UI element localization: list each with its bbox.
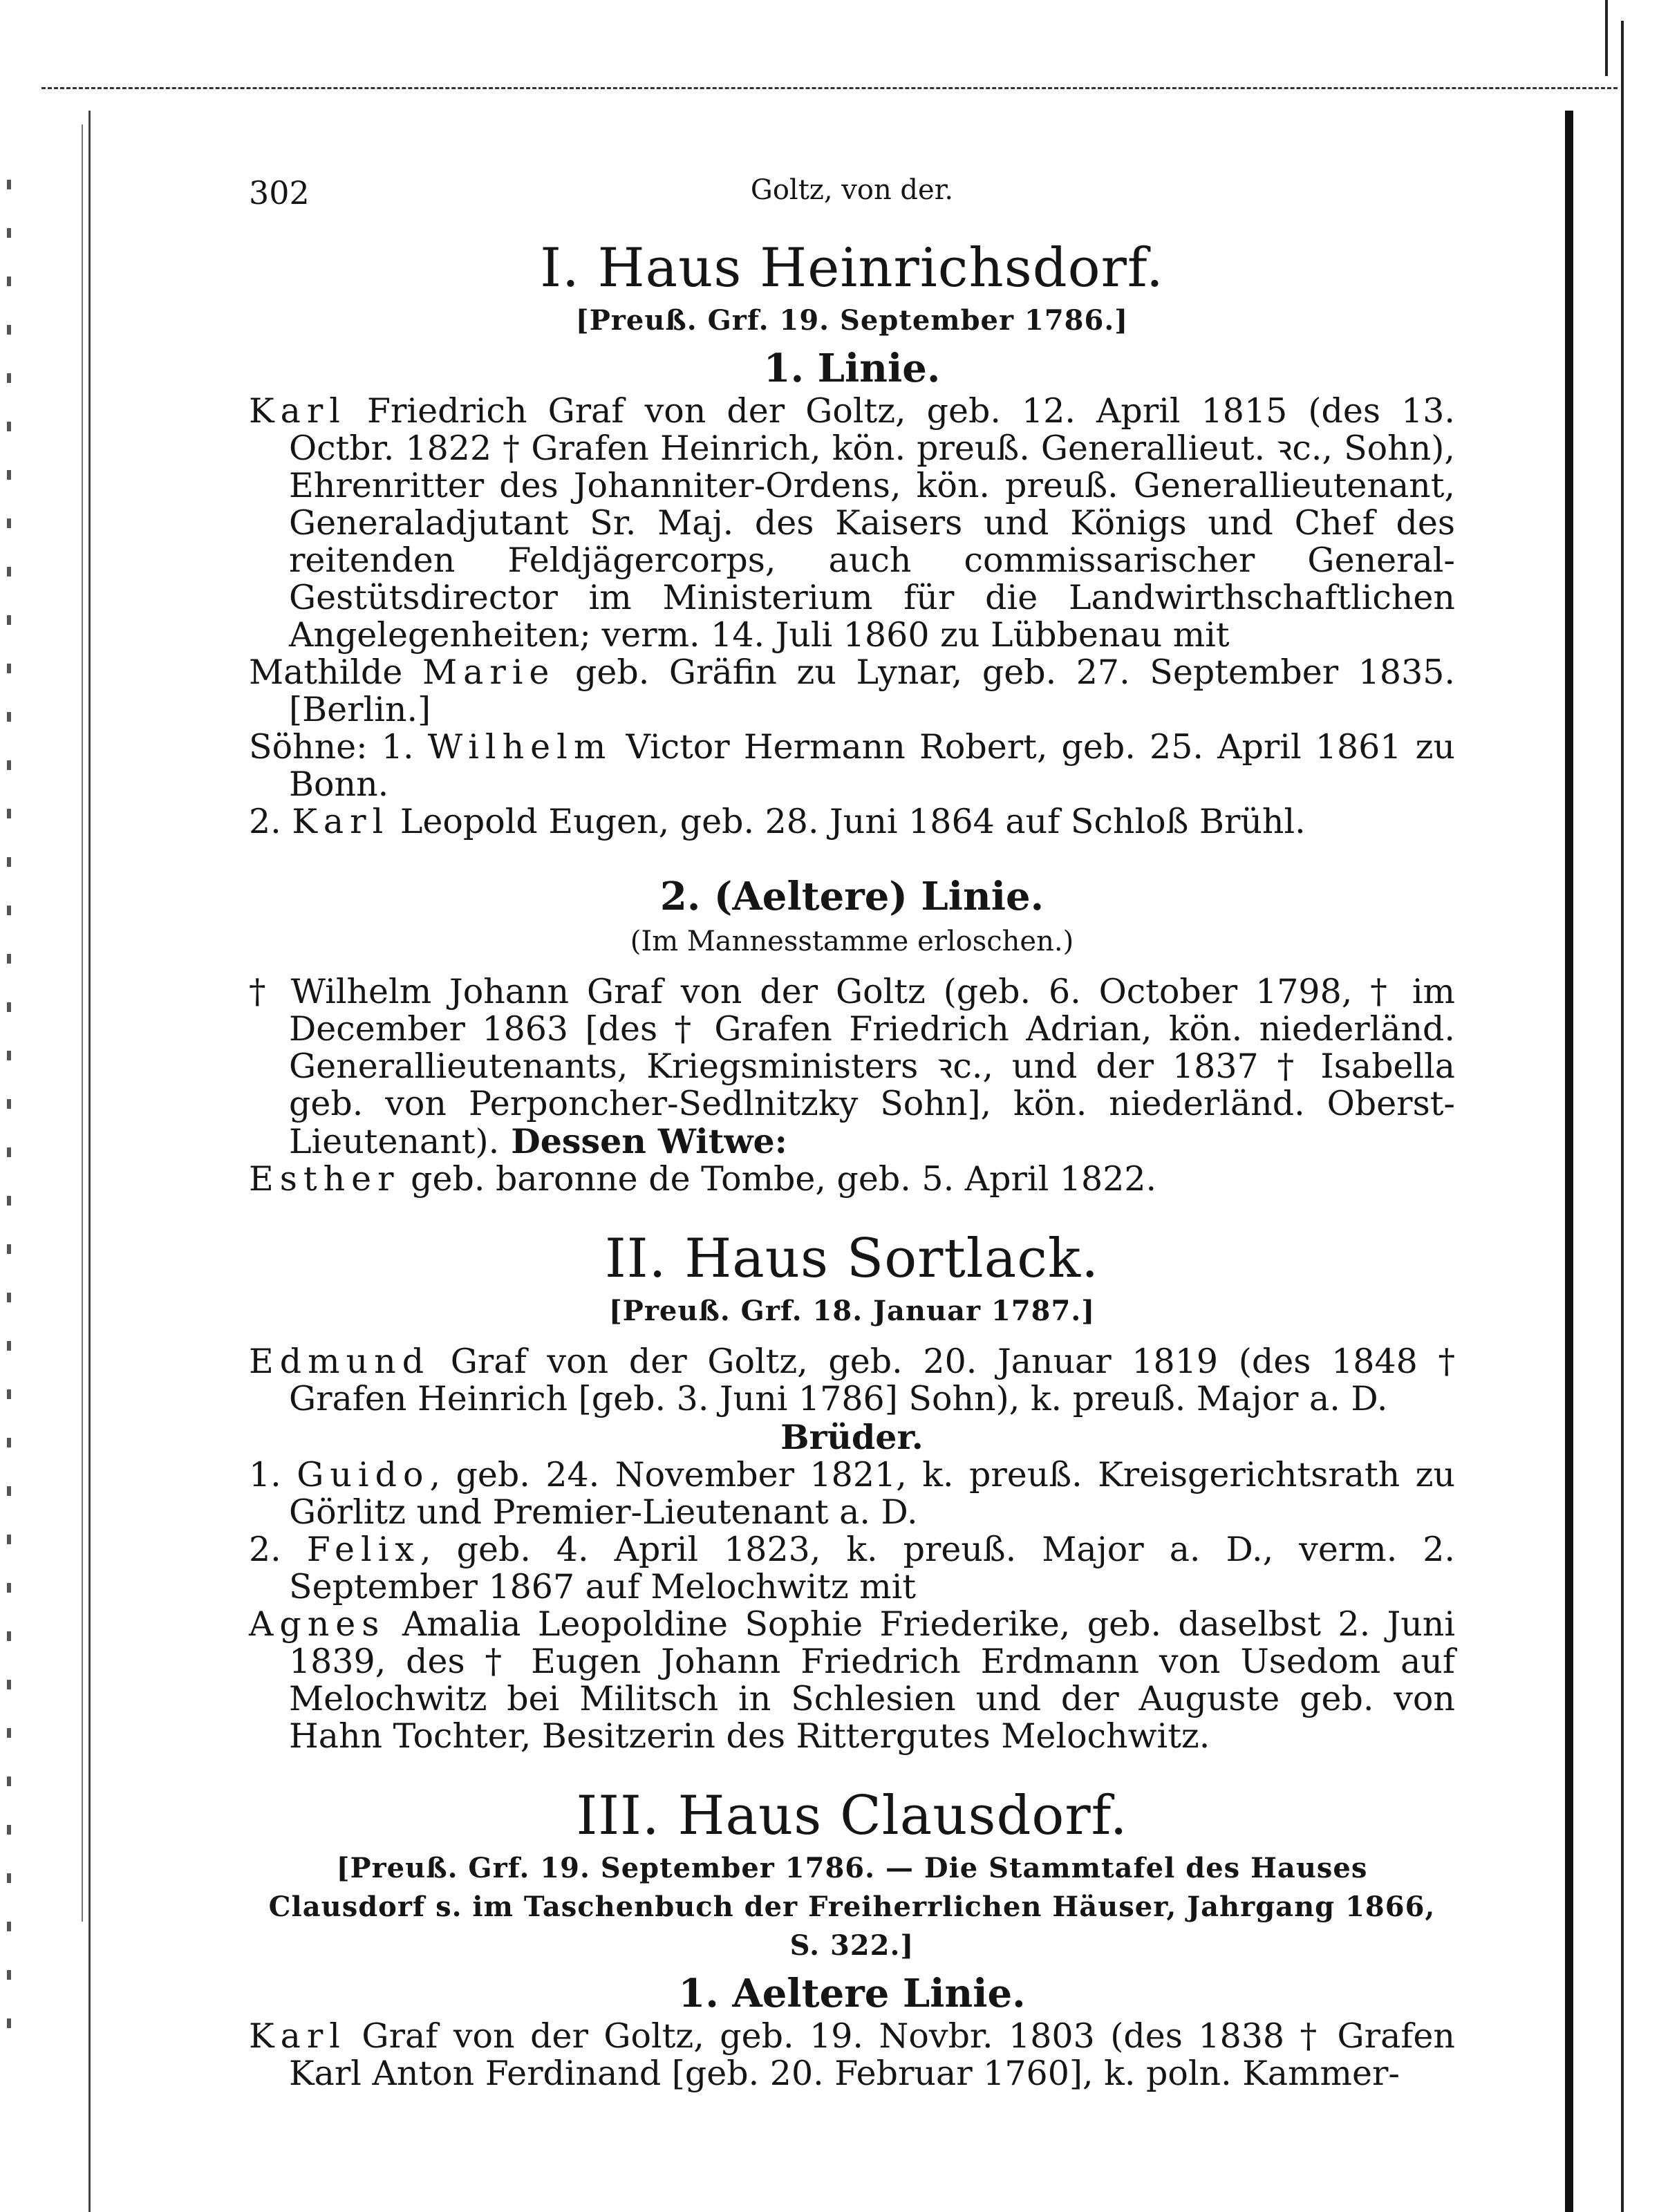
scan-edge-right-outer xyxy=(1605,0,1608,76)
scan-edge-top xyxy=(41,87,1618,89)
house1-line2-subtitle: (Im Mannesstamme erloschen.) xyxy=(630,926,1074,957)
person-name: Karl xyxy=(249,2016,346,2056)
entry-felix xyxy=(249,1531,1455,1606)
house3-bracket: [Preuß. Grf. 19. September 1786. — Die Stammtafel des Hauses Clausdorf s. im Taschenbuch der Freiherrlichen Häuser, Jahrgang 1866, S. 322.] xyxy=(268,1852,1436,1962)
person-name: Marie xyxy=(422,653,556,692)
house1-line2-title: 2. (Aeltere) Linie. xyxy=(659,874,1044,919)
entry-text: † Wilhelm Johann Graf von der Goltz (geb. 6. October 1798, † im December 1863 [des † Grafen Friedrich Adrian, kön. niederländ. Generallieutenants, Kriegsministers ꝛc., und der 1837 † Isabella geb. von Perponcher-Sedlnitzky Sohn], kön. niederländ. Oberst-Lieutenant). xyxy=(249,972,1455,1161)
entry-son-karl xyxy=(249,803,1455,841)
entry-text: Graf von der Goltz, geb. 19. Novbr. 1803 (des 1838 † Grafen Karl Anton Ferdinand [geb. 20. Februar 1760], k. poln. Kammer- xyxy=(289,2016,1455,2093)
person-name: Karl xyxy=(249,391,346,431)
entry-number: 2. xyxy=(249,802,292,841)
entry-text: Graf von der Goltz, geb. 20. Januar 1819 (des 1848 † Grafen Heinrich [geb. 3. Juni 1786] Sohn), k. preuß. Major a. D. xyxy=(289,1342,1455,1418)
house1-line1-title: 1. Linie. xyxy=(763,346,941,391)
house1-bracket: [Preuß. Grf. 19. September 1786.] xyxy=(575,304,1129,337)
entry-number: 1. xyxy=(249,1455,297,1494)
scan-edge-left xyxy=(88,111,91,2212)
entry-text: Leopold Eugen, geb. 28. Juni 1864 auf Schloß Brühl. xyxy=(389,802,1306,841)
scan-noise-left xyxy=(7,180,11,2046)
entry-agnes xyxy=(249,1606,1455,1755)
person-name: Edmund xyxy=(249,1342,431,1381)
entry-son-wilhelm xyxy=(249,729,1455,803)
entry-text: Friedrich Graf von der Goltz, geb. 12. April 1815 (des 13. Octbr. 1822 † Grafen Heinrich, kön. preuß. Generallieut. ꝛc., Sohn), Ehrenritter des Johanniter-Ordens, kön. preuß. Generallieutenant, Generaladjutant Sr. Maj. des Kaisers und Königs und Chef des reitenden Feldjägercorps, auch commissarischer General-Gestütsdirector im Ministerium für die Landwirthschaftlichen Angelegenheiten; verm. 14. Juli 1860 zu Lübbenau mit xyxy=(289,391,1455,655)
entry-number: 2. xyxy=(249,1530,307,1569)
entry-text: , geb. 24. November 1821, k. preuß. Kreisgerichtsrath zu Görlitz und Premier-Lieutenant a. D. xyxy=(289,1455,1456,1532)
person-name: Agnes xyxy=(249,1604,386,1644)
entry-esther xyxy=(249,1161,1455,1198)
house3-title: III. Haus Clausdorf. xyxy=(576,1785,1128,1847)
page-number: 302 xyxy=(249,174,310,212)
page-header xyxy=(249,159,1455,212)
widow-label: Dessen Witwe: xyxy=(499,1121,787,1161)
person-name: Esther xyxy=(249,1159,400,1199)
scan-edge-left-inner xyxy=(82,124,83,1922)
running-title: Goltz, von der. xyxy=(750,174,954,206)
entry-text: Victor Hermann Robert, geb. 25. April 1861 zu Bonn. xyxy=(289,727,1455,804)
entry-mathilde xyxy=(249,654,1455,729)
entry-guido xyxy=(249,1456,1455,1531)
entry-karl-graf xyxy=(249,2018,1455,2092)
entry-karl-friedrich xyxy=(249,393,1455,654)
house2-title: II. Haus Sortlack. xyxy=(604,1228,1099,1290)
sons-label: Söhne: 1. xyxy=(249,727,428,767)
book-page xyxy=(249,159,1455,2092)
brothers-heading: Brüder. xyxy=(780,1417,924,1457)
entry-text: , geb. 4. April 1823, k. preuß. Major a. D., verm. 2. September 1867 auf Melochwitz mit xyxy=(289,1530,1456,1606)
person-name: Wilhelm xyxy=(427,727,612,767)
scan-edge-right xyxy=(1621,21,1624,2212)
entry-text: Mathilde xyxy=(249,653,422,692)
entry-wilhelm-johann xyxy=(249,973,1455,1161)
house2-bracket: [Preuß. Grf. 18. Januar 1787.] xyxy=(608,1295,1096,1327)
house3-line1-title: 1. Aeltere Linie. xyxy=(678,1971,1026,2016)
entry-text: geb. Gräfin zu Lynar, geb. 27. September 1835. [Berlin.] xyxy=(289,653,1455,729)
person-name: Guido xyxy=(297,1455,430,1494)
house1-title: I. Haus Heinrichsdorf. xyxy=(540,237,1164,299)
person-name: Felix xyxy=(306,1530,421,1569)
entry-text: geb. baronne de Tombe, geb. 5. April 1822. xyxy=(400,1159,1157,1199)
entry-text: Amalia Leopoldine Sophie Friederike, geb. daselbst 2. Juni 1839, des † Eugen Johann Friedrich Erdmann von Usedom auf Melochwitz bei Militsch in Schlesien und der Auguste geb. von Hahn Tochter, Besitzerin des Rittergutes Melochwitz. xyxy=(289,1604,1455,1756)
person-name: Karl xyxy=(292,802,390,841)
entry-edmund xyxy=(249,1343,1455,1418)
book-spine-shadow xyxy=(1565,111,1573,2212)
